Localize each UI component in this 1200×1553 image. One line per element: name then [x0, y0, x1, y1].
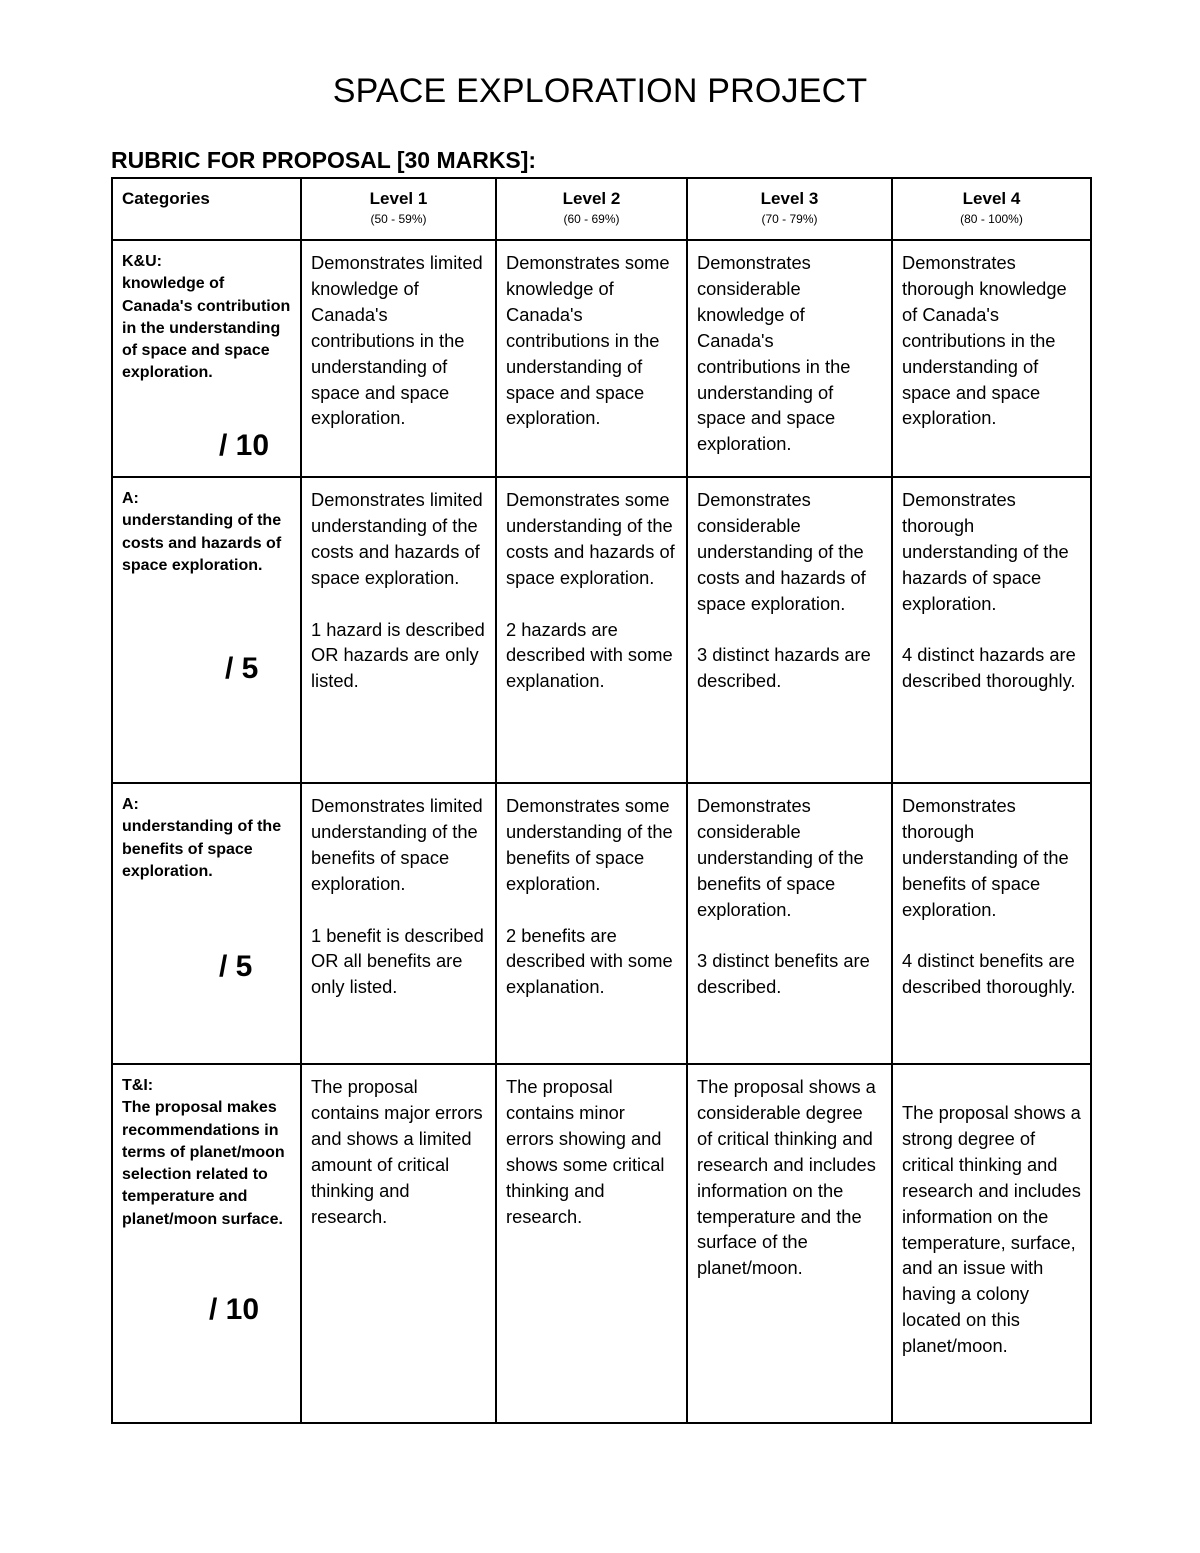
level-range: (60 - 69%)	[563, 212, 620, 226]
descriptor-text: The proposal shows a strong degree of critical thinking and research and includes information on the temperature, surface, and an issue with having a colony located on this planet/moon.	[902, 1102, 1081, 1357]
header-level-1	[301, 178, 496, 240]
level-4-cell	[892, 477, 1091, 783]
category-description: understanding of the costs and hazards of space exploration.	[122, 512, 282, 574]
header-level-2	[496, 178, 687, 240]
descriptor-text: Demonstrates thorough knowledge of Canada's contributions in the understanding of space and space exploration.	[902, 252, 1067, 429]
header-row	[112, 178, 1091, 240]
level-1-cell	[301, 1064, 496, 1423]
level-1-cell	[301, 477, 496, 783]
level-3-cell	[687, 477, 892, 783]
marks-label: / 10	[219, 429, 270, 462]
level-range: (50 - 59%)	[370, 212, 427, 226]
descriptor-text: Demonstrates limited knowledge of Canada's contributions in the understanding of space and space exploration.	[311, 252, 483, 429]
descriptor-text: Demonstrates thorough understanding of the hazards of space exploration.	[902, 489, 1069, 614]
category-cell	[112, 783, 301, 1064]
descriptor-detail: 2 hazards are described with some explanation.	[506, 618, 673, 692]
descriptor-text: Demonstrates considerable knowledge of Canada's contributions in the understanding of space and space exploration.	[697, 252, 851, 455]
level-label: Level 2	[562, 189, 621, 208]
level-2-cell	[496, 477, 687, 783]
descriptor-detail: 1 hazard is described OR hazards are only listed.	[311, 618, 485, 692]
header-level-4	[892, 178, 1091, 240]
descriptor-detail: 3 distinct benefits are described.	[697, 950, 870, 998]
category-code: A:	[122, 796, 139, 813]
level-2-cell	[496, 783, 687, 1064]
level-1-cell	[301, 783, 496, 1064]
descriptor-detail: 2 benefits are described with some explanation.	[506, 924, 673, 998]
rubric-row-ku	[112, 240, 1091, 477]
marks-label: / 10	[209, 1293, 260, 1326]
document-title: SPACE EXPLORATION PROJECT	[332, 72, 868, 110]
level-4-cell	[892, 1064, 1091, 1423]
descriptor-text: Demonstrates some understanding of the costs and hazards of space exploration.	[506, 489, 675, 588]
level-4-cell	[892, 783, 1091, 1064]
descriptor-text: Demonstrates limited understanding of the benefits of space exploration.	[311, 795, 483, 894]
category-code: K&U:	[122, 253, 162, 270]
descriptor-text: The proposal contains major errors and shows a limited amount of critical thinking and research.	[311, 1076, 483, 1227]
level-3-cell	[687, 240, 892, 477]
rubric-row-hazards	[112, 477, 1091, 783]
descriptor-text: Demonstrates limited understanding of the costs and hazards of space exploration.	[311, 489, 483, 588]
descriptor-text: The proposal contains minor errors showing and shows some critical thinking and research.	[506, 1076, 665, 1227]
level-range: (70 - 79%)	[761, 212, 818, 226]
category-cell	[112, 240, 301, 477]
level-2-cell	[496, 240, 687, 477]
descriptor-text: Demonstrates some understanding of the benefits of space exploration.	[506, 795, 673, 894]
category-description: knowledge of Canada's contribution in the understanding of space and space exploration.	[122, 275, 291, 382]
header-level-3	[687, 178, 892, 240]
category-description: The proposal makes recommendations in terms of planet/moon selection related to temperature and planet/moon surface.	[122, 1099, 285, 1228]
header-categories: Categories	[112, 178, 301, 240]
descriptor-detail: 3 distinct hazards are described.	[697, 644, 871, 692]
descriptor-detail: 4 distinct benefits are described thoroughly.	[902, 950, 1076, 998]
descriptor-detail: 1 benefit is described OR all benefits are only listed.	[311, 924, 484, 998]
descriptor-detail: 4 distinct hazards are described thoroughly.	[902, 644, 1076, 692]
descriptor-text: Demonstrates some knowledge of Canada's contributions in the understanding of space and space exploration.	[506, 252, 670, 429]
descriptor-text: Demonstrates considerable understanding of the costs and hazards of space exploration.	[697, 489, 866, 614]
level-range: (80 - 100%)	[960, 212, 1023, 226]
rubric-table	[111, 177, 1092, 1424]
category-code: T&I:	[122, 1077, 154, 1094]
category-cell	[112, 1064, 301, 1423]
level-2-cell	[496, 1064, 687, 1423]
level-3-cell	[687, 1064, 892, 1423]
level-label: Level 1	[369, 189, 428, 208]
marks-label: / 5	[225, 652, 259, 685]
rubric-row-thinking	[112, 1064, 1091, 1423]
rubric-row-benefits	[112, 783, 1091, 1064]
category-cell	[112, 477, 301, 783]
level-4-cell	[892, 240, 1091, 477]
level-3-cell	[687, 783, 892, 1064]
rubric-subtitle: RUBRIC FOR PROPOSAL [30 MARKS]:	[111, 147, 537, 173]
marks-label: / 5	[219, 950, 253, 983]
descriptor-text: Demonstrates thorough understanding of the benefits of space exploration.	[902, 795, 1069, 920]
category-code: A:	[122, 490, 139, 507]
level-label: Level 4	[962, 189, 1021, 208]
category-description: understanding of the benefits of space exploration.	[122, 818, 282, 880]
descriptor-text: Demonstrates considerable understanding of the benefits of space exploration.	[697, 795, 864, 920]
descriptor-text: The proposal shows a considerable degree of critical thinking and research and includes information on the temperature and the surface of the planet/moon.	[697, 1076, 876, 1279]
level-label: Level 3	[760, 189, 819, 208]
level-1-cell	[301, 240, 496, 477]
